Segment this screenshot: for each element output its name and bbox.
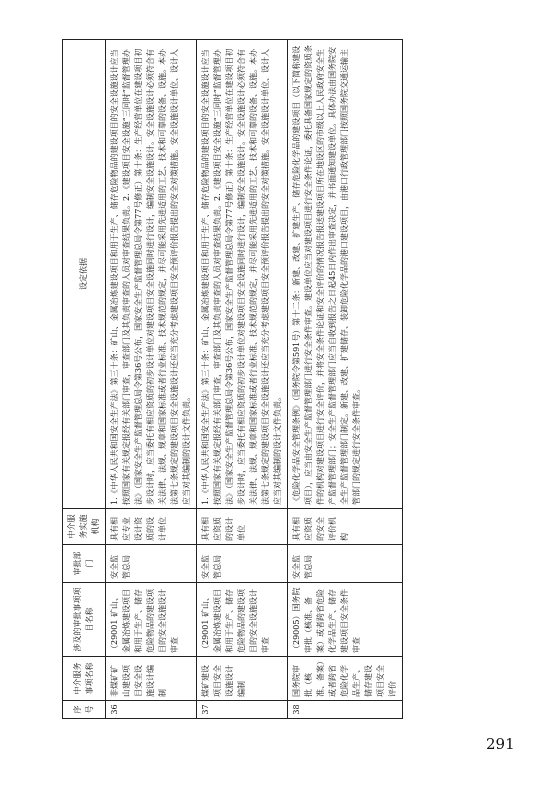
cell-basis: 《危险化学品安全管理条例》（国务院令第591号）第十二条：新建、改建、扩建生产、储存危险化学品的建设项目（以下简称建设项目），应当由安全生产监督管理部门进行安全条件审查。建设单位应当对建设项目进行安全条件论证，委托具备国家规定的资质条件的机构对建设项目进行安全评价，并将安全条件论证和安全评价的情况报告报送建设项目所在地设区的市级以上人民政府安全生产监督管理部门；安全生产监督管理部门应当自收到报告之日起45日内作出审查决定，并书面通知建设单位。具体办法由国务院安全生产监督管理部门制定。新建、改建、扩建储存、装卸危险化学品的港口建设项目，由港口行政管理部门按照国务院交通运输主管部门的规定进行安全条件审查。 xyxy=(288,40,403,509)
table-row xyxy=(197,40,288,719)
table-row xyxy=(106,40,197,719)
cell-approval-item: （29001 矿山、金属冶炼建设项目和用于生产、储存危险物品的建设项目的安全设施设计审查 xyxy=(197,583,288,657)
cell-no: 37 xyxy=(197,701,288,719)
cell-approval-item: （29001 矿山、金属冶炼建设项目和用于生产、储存危险物品的建设项目的安全设施设计审查 xyxy=(106,583,197,657)
cell-no: 36 xyxy=(106,701,197,719)
rotated-table-wrapper xyxy=(62,39,524,719)
page-number: 291 xyxy=(486,735,515,753)
cell-no: 38 xyxy=(288,701,403,719)
header-no: 序号 xyxy=(63,701,106,719)
cell-approval-item: （29005）国务院审批（核准、备案）或者跨省危险化学品生产、储存建设项目安全条件审查 xyxy=(288,583,403,657)
cell-service-name: 非煤矿矿山建设项目安全设施设计编制 xyxy=(106,657,197,701)
table-header-row xyxy=(63,40,106,719)
cell-basis: 1.《中华人民共和国安全生产法》第三十条：矿山、金属冶炼建设项目和用于生产、储存危险物品的建设项目的安全设施设计应当按照国家有关规定报经有关部门审查，审查部门及其负责审查的人员对审查结果负责。2.《建设项目安全设施“三同时”监督管理办法》（国家安全生产监督管理总局令第36号公布，国家安全生产监督管理总局令第77号修正）第十条：生产经营单位在建设项目初步设计时，应当委托有相应资质的初步设计单位对建设项目安全设施同时进行设计，编制安全设施设计。安全设施设计必须符合有关法律、法规、规章和国家标准或者行业标准、技术规范的规定，并尽可能采用先进适用的工艺、技术和可靠的设备、设施。本办法第七条规定的建设项目安全设施设计还应当充分考虑建设项目安全预评价报告提出的安全对策措施。安全设施设计单位、设计人应当对其编制的设计文件负责。 xyxy=(197,40,288,509)
header-service-name: 中介服务事项名称 xyxy=(63,657,106,701)
cell-agency: 具有相应专业设计资质的设计单位 xyxy=(106,509,197,545)
intermediary-services-table xyxy=(62,39,403,719)
cell-department: 安全监管总局 xyxy=(288,545,403,583)
header-department: 审批部门 xyxy=(63,545,106,583)
cell-agency: 具有相应资质的设计单位 xyxy=(197,509,288,545)
cell-department: 安全监管总局 xyxy=(106,545,197,583)
header-approval-item: 涉及的审批事项项目名称 xyxy=(63,583,106,657)
cell-service-name: 国务院审批（核准、备案）或者跨省危险化学品生产、储存建设项目安全评价 xyxy=(288,657,403,701)
header-agency: 中介服务实施机构 xyxy=(63,509,106,545)
header-basis: 设定依据 xyxy=(63,40,106,509)
cell-agency: 具有相应资质的安全评价机构 xyxy=(288,509,403,545)
table-row xyxy=(288,40,403,719)
cell-basis: 1.《中华人民共和国安全生产法》第三十条：矿山、金属冶炼建设项目和用于生产、储存危险物品的建设项目的安全设施设计应当按照国家有关规定报经有关部门审查，审查部门及其负责审查的人员对审查结果负责。2.《建设项目安全设施“三同时”监督管理办法》（国家安全生产监督管理总局令第36号公布，国家安全生产监督管理总局令第77号修正）第十条：生产经营单位在建设项目初步设计时，应当委托有相应资质的初步设计单位对建设项目安全设施同时进行设计，编制安全设施设计。安全设施设计必须符合有关法律、法规、规章和国家标准或者行业标准、技术规范的规定，并尽可能采用先进适用的工艺、技术和可靠的设备、设施。本办法第七条规定的建设项目安全设施设计还应当充分考虑建设项目安全预评价报告提出的安全对策措施。安全设施设计单位、设计人应当对其编制的设计文件负责。 xyxy=(106,40,197,509)
cell-service-name: 煤矿建设项目安全设施设计编制 xyxy=(197,657,288,701)
cell-department: 安全监管总局 xyxy=(197,545,288,583)
